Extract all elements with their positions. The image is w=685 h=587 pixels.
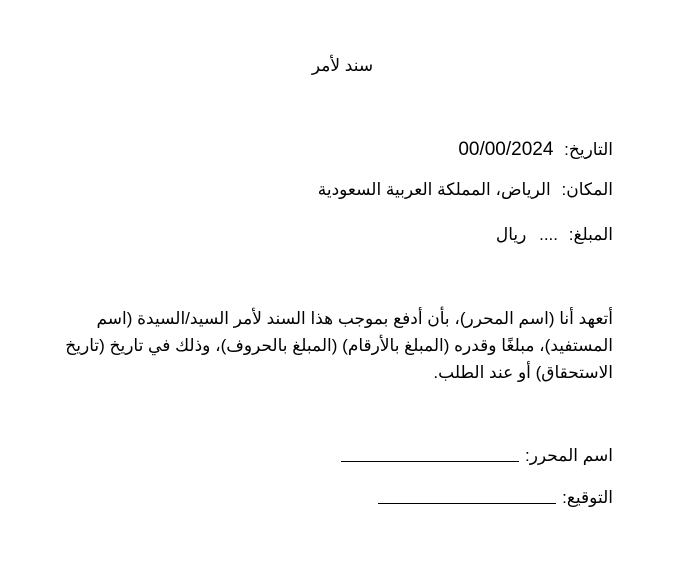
drawer-name-label: اسم المحرر:	[524, 446, 613, 465]
drawer-name-blank-line	[341, 460, 519, 462]
date-value: 00/00/2024	[458, 139, 554, 160]
signature-label: التوقيع:	[562, 488, 613, 507]
signature-row	[378, 488, 613, 508]
place-value: الرياض، المملكة العربية السعودية	[317, 180, 551, 199]
date-label: التاريخ:	[564, 140, 613, 159]
amount-label: المبلغ:	[568, 225, 613, 244]
amount-currency: ريال	[495, 225, 527, 244]
signature-blank-line	[378, 502, 556, 504]
pledge-paragraph: أتعهد أنا (اسم المحرر)، بأن أدفع بموجب هذا السند لأمر السيد/السيدة (اسم المستفيد)، مبلغًا وقدره (المبلغ بالأرقام) (المبلغ بالحروف)، وذلك في تاريخ (تاريخ الاستحقاق) أو عند الطلب.	[65, 309, 613, 382]
place-field	[318, 180, 613, 200]
date-field	[458, 139, 613, 161]
amount-placeholder: ....	[539, 225, 558, 244]
amount-field	[496, 225, 613, 245]
document-title: سند لأمر	[311, 56, 374, 75]
place-label: المكان:	[561, 180, 613, 199]
drawer-name-row	[341, 446, 613, 466]
